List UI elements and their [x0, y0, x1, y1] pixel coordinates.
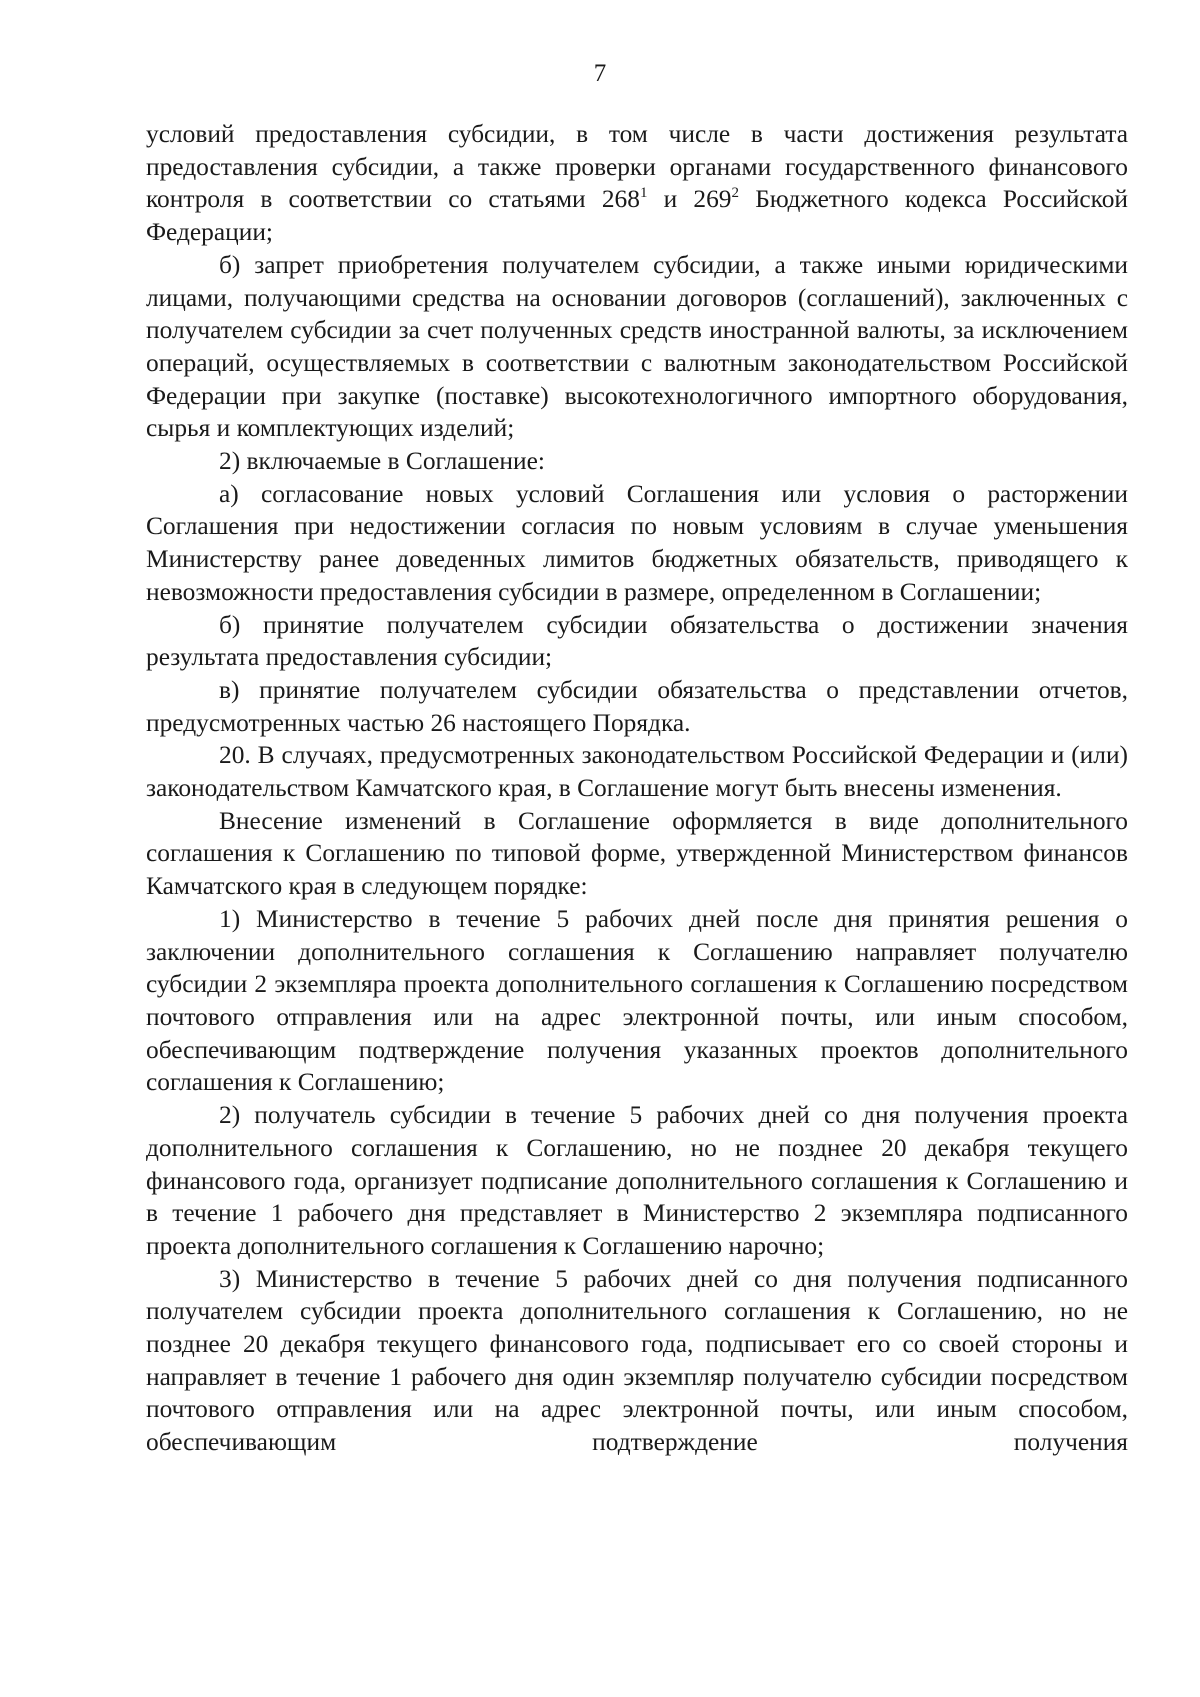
paragraph-included-items: 2) включаемые в Соглашение:	[219, 447, 545, 476]
paragraph-result-obligation: б) принятие получателем субсидии обязательства о достижении значения результата предоставления субсидии;	[146, 610, 1128, 672]
paragraph-text-fragment: Бюджетного кодекса Российской Федерации;	[146, 185, 1128, 247]
article-superscript: 2	[731, 185, 740, 202]
paragraph-reports-obligation: в) принятие получателем субсидии обязательства о представлении отчетов, предусмотренных частью 26 настоящего Порядка.	[146, 675, 1128, 737]
paragraph-currency-prohibition: б) запрет приобретения получателем субсидии, а также иными юридическими лицами, получающими средства на основании договоров (соглашений), заключенных с получателем субсидии за счет полученных средств иностранной валюты, за исключением операций, осуществляемых в соответствии с валютным законодательством Российской Федерации при закупке (поставке) высокотехнологичного импортного оборудования, сырья и комплектующих изделий;	[146, 250, 1128, 443]
document-body	[146, 118, 1128, 1459]
paragraph-text-fragment: и 269	[647, 185, 732, 214]
paragraph-amendment-procedure: Внесение изменений в Соглашение оформляется в виде дополнительного соглашения к Соглашению по типовой форме, утвержденной Министерством финансов Камчатского края в следующем порядке:	[146, 806, 1128, 901]
paragraph-step-3: 3) Министерство в течение 5 рабочих дней со дня получения подписанного получателем субсидии проекта дополнительного соглашения к Соглашению, но не позднее 20 декабря текущего финансового года, подписывает его со своей стороны и направляет в течение 1 рабочего дня один экземпляр получателю субсидии посредством почтового отправления или на адрес электронной почты, или иным способом, обеспечивающим подтверждение получения	[146, 1264, 1128, 1457]
paragraph-step-1: 1) Министерство в течение 5 рабочих дней после дня принятия решения о заключении дополнительного соглашения к Соглашению направляет получателю субсидии 2 экземпляра проекта дополнительного соглашения к Соглашению посредством почтового отправления или на адрес электронной почты, или иным способом, обеспечивающим подтверждение получения указанных проектов дополнительного соглашения к Соглашению;	[146, 904, 1128, 1097]
paragraph-text-fragment: условий предоставления субсидии, в том числе в части достижения результата предоставления субсидии, а также проверки органами государственного финансового контроля в соответствии со статьями 268	[146, 120, 1128, 214]
paragraph-new-conditions: а) согласование новых условий Соглашения или условия о расторжении Соглашения при недостижении согласия по новым условиям в случае уменьшения Министерству ранее доведенных лимитов бюджетных обязательств, приводящего к невозможности предоставления субсидии в размере, определенном в Соглашении;	[146, 479, 1128, 606]
paragraph-step-2: 2) получатель субсидии в течение 5 рабочих дней со дня получения проекта дополнительного соглашения к Соглашению, но не позднее 20 декабря текущего финансового года, организует подписание дополнительного соглашения к Соглашению и в течение 1 рабочего дня представляет в Министерство 2 экземпляра подписанного проекта дополнительного соглашения к Соглашению нарочно;	[146, 1101, 1128, 1260]
article-superscript: 1	[639, 185, 648, 202]
paragraph-conditions-control	[146, 118, 1128, 249]
paragraph-section-20: 20. В случаях, предусмотренных законодательством Российской Федерации и (или) законодательством Камчатского края, в Соглашение могут быть внесены изменения.	[146, 741, 1128, 803]
page-number: 7	[593, 60, 607, 87]
